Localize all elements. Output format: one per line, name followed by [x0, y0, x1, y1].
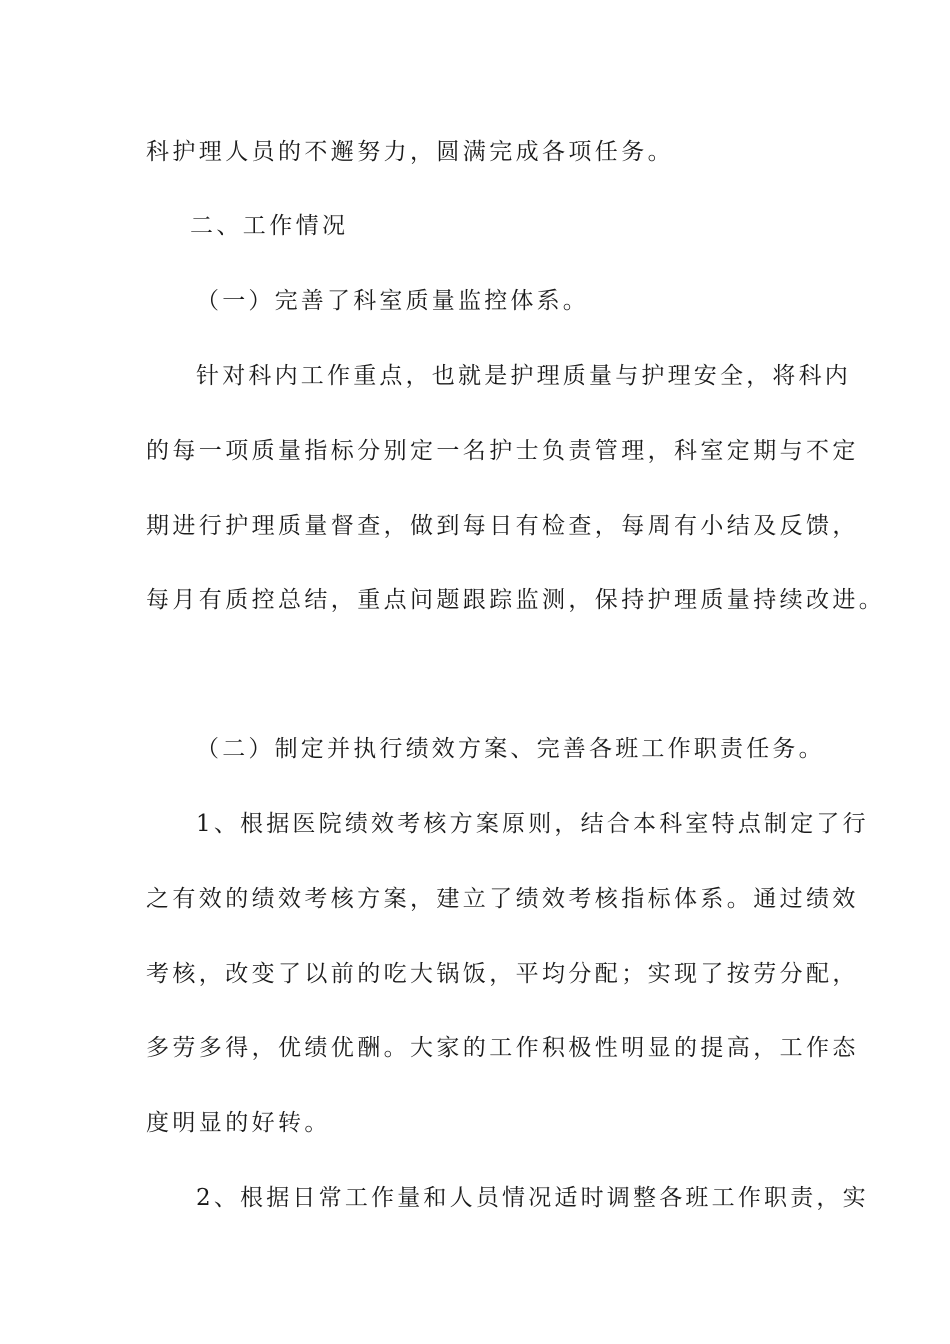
paragraph-line: 每月有质控总结，重点问题跟踪监测，保持护理质量持续改进。	[146, 587, 886, 613]
subsection-heading-1: （一）完善了科室质量监控体系。	[196, 288, 589, 314]
paragraph-continuation: 科护理人员的不邂努力，圆满完成各项任务。	[146, 139, 674, 165]
subsection-heading-2: （二）制定并执行绩效方案、完善各班工作职责任务。	[196, 736, 825, 762]
paragraph-line: 考核，改变了以前的吃大锅饭，平均分配；实现了按劳分配，	[146, 961, 859, 987]
paragraph-line: 之有效的绩效考核方案，建立了绩效考核指标体系。通过绩效	[146, 886, 859, 912]
paragraph-line: 度明显的好转。	[146, 1110, 331, 1136]
paragraph-line: 1、根据医院绩效考核方案原则，结合本科室特点制定了行	[196, 811, 869, 837]
paragraph-line: 针对科内工作重点，也就是护理质量与护理安全，将科内	[196, 363, 851, 389]
section-heading-work-status: 二、工作情况	[190, 213, 349, 239]
paragraph-line: 的每一项质量指标分别定一名护士负责管理，科室定期与不定	[146, 438, 859, 464]
paragraph-line: 多劳多得，优绩优酬。大家的工作积极性明显的提高，工作态	[146, 1035, 859, 1061]
paragraph-line: 2、根据日常工作量和人员情况适时调整各班工作职责，实	[196, 1185, 869, 1211]
paragraph-line: 期进行护理质量督查，做到每日有检查，每周有小结及反馈，	[146, 513, 859, 539]
